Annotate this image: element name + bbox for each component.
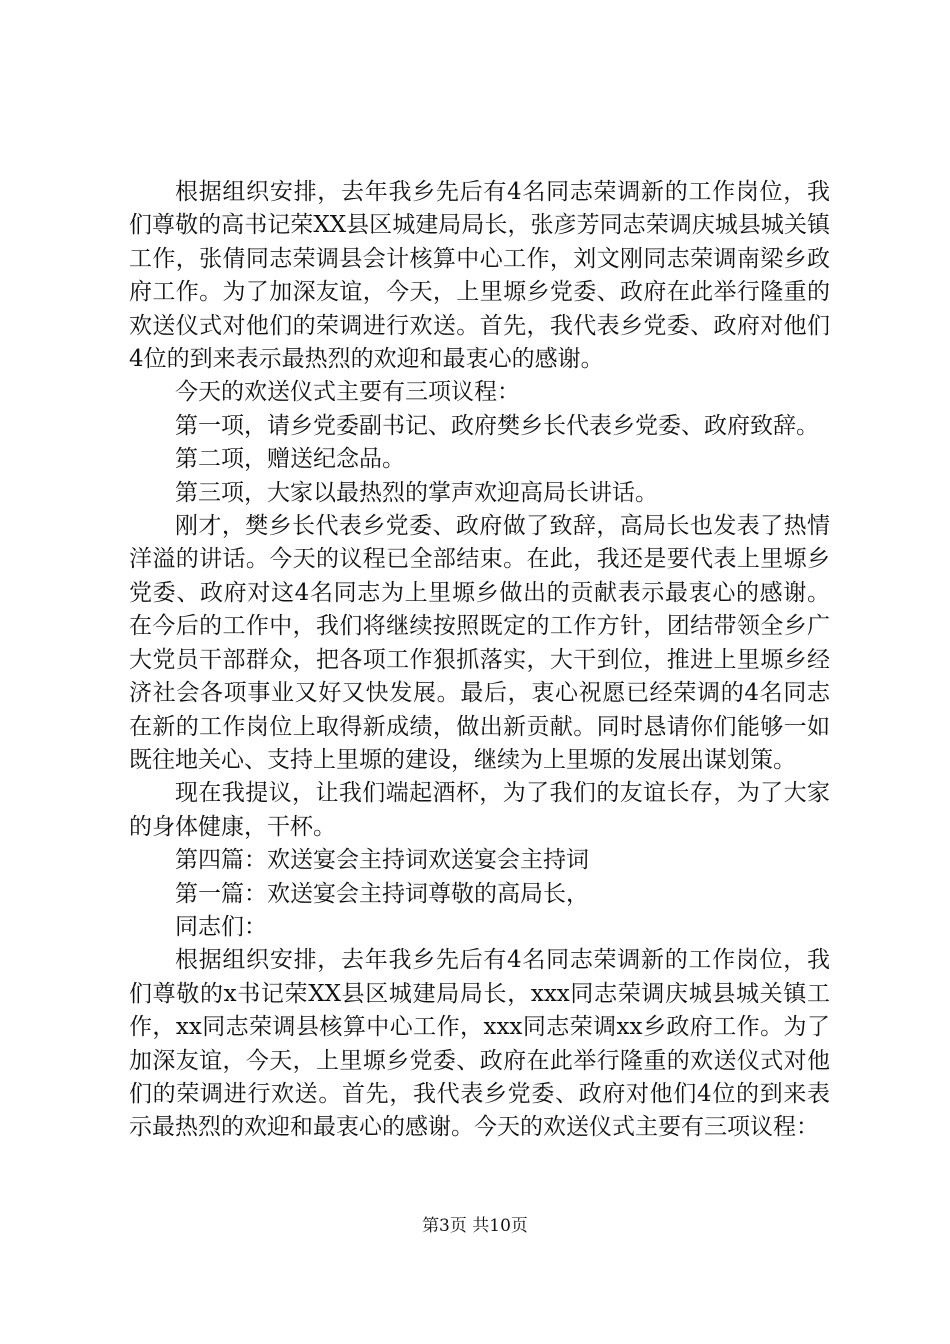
paragraph-5: 第三项，大家以最热烈的掌声欢迎高局长讲话。 xyxy=(175,479,658,506)
paragraph-11: 根据组织安排，去年我乡先后有4名同志荣调新的工作岗位，我们尊敬的x书记荣XX县区城建局局长，xxx同志荣调庆城县城关镇工作，xx同志荣调县核算中心工作，xxx同志荣调xx乡政府工作。为了加深友谊，今天，上里塬乡党委、政府在此举行隆重的欢送仪式对他们的荣调进行欢送。首先，我代表乡党委、政府对他们4位的到来表示最热烈的欢迎和最衷心的感谢。今天的欢送仪式主要有三项议程： xyxy=(129,947,830,1141)
document-body xyxy=(129,176,830,1145)
paragraph-4: 第二项，赠送纪念品。 xyxy=(175,446,405,473)
paragraph-8: 第四篇：欢送宴会主持词欢送宴会主持词 xyxy=(175,847,589,874)
page-number-label: 第3页 共10页 xyxy=(422,1216,528,1236)
paragraph-7: 现在我提议，让我们端起酒杯，为了我们的友谊长存，为了大家的身体健康，干杯。 xyxy=(129,780,830,840)
paragraph-3: 第一项，请乡党委副书记、政府樊乡长代表乡党委、政府致辞。 xyxy=(175,412,819,439)
paragraph-6: 刚才，樊乡长代表乡党委、政府做了致辞，高局长也发表了热情洋溢的讲话。今天的议程已全部结束。在此，我还是要代表上里塬乡党委、政府对这4名同志为上里塬乡做出的贡献表示最衷心的感谢。在今后的工作中，我们将继续按照既定的工作方针，团结带领全乡广大党员干部群众，把各项工作狠抓落实，大干到位，推进上里塬乡经济社会各项事业又好又快发展。最后，衷心祝愿已经荣调的4名同志在新的工作岗位上取得新成绩，做出新贡献。同时恳请你们能够一如既往地关心、支持上里塬的建设，继续为上里塬的发展出谋划策。 xyxy=(129,513,830,773)
page-footer xyxy=(0,1214,950,1238)
paragraph-10: 同志们： xyxy=(175,913,267,940)
paragraph-1: 根据组织安排，去年我乡先后有4名同志荣调新的工作岗位，我们尊敬的高书记荣XX县区城建局局长，张彦芳同志荣调庆城县城关镇工作，张倩同志荣调县会计核算中心工作，刘文刚同志荣调南梁乡政府工作。为了加深友谊，今天，上里塬乡党委、政府在此举行隆重的欢送仪式对他们的荣调进行欢送。首先，我代表乡党委、政府对他们4位的到来表示最热烈的欢迎和最衷心的感谢。 xyxy=(129,179,830,373)
paragraph-9: 第一篇：欢送宴会主持词尊敬的高局长， xyxy=(175,880,589,907)
paragraph-2: 今天的欢送仪式主要有三项议程： xyxy=(175,379,520,406)
